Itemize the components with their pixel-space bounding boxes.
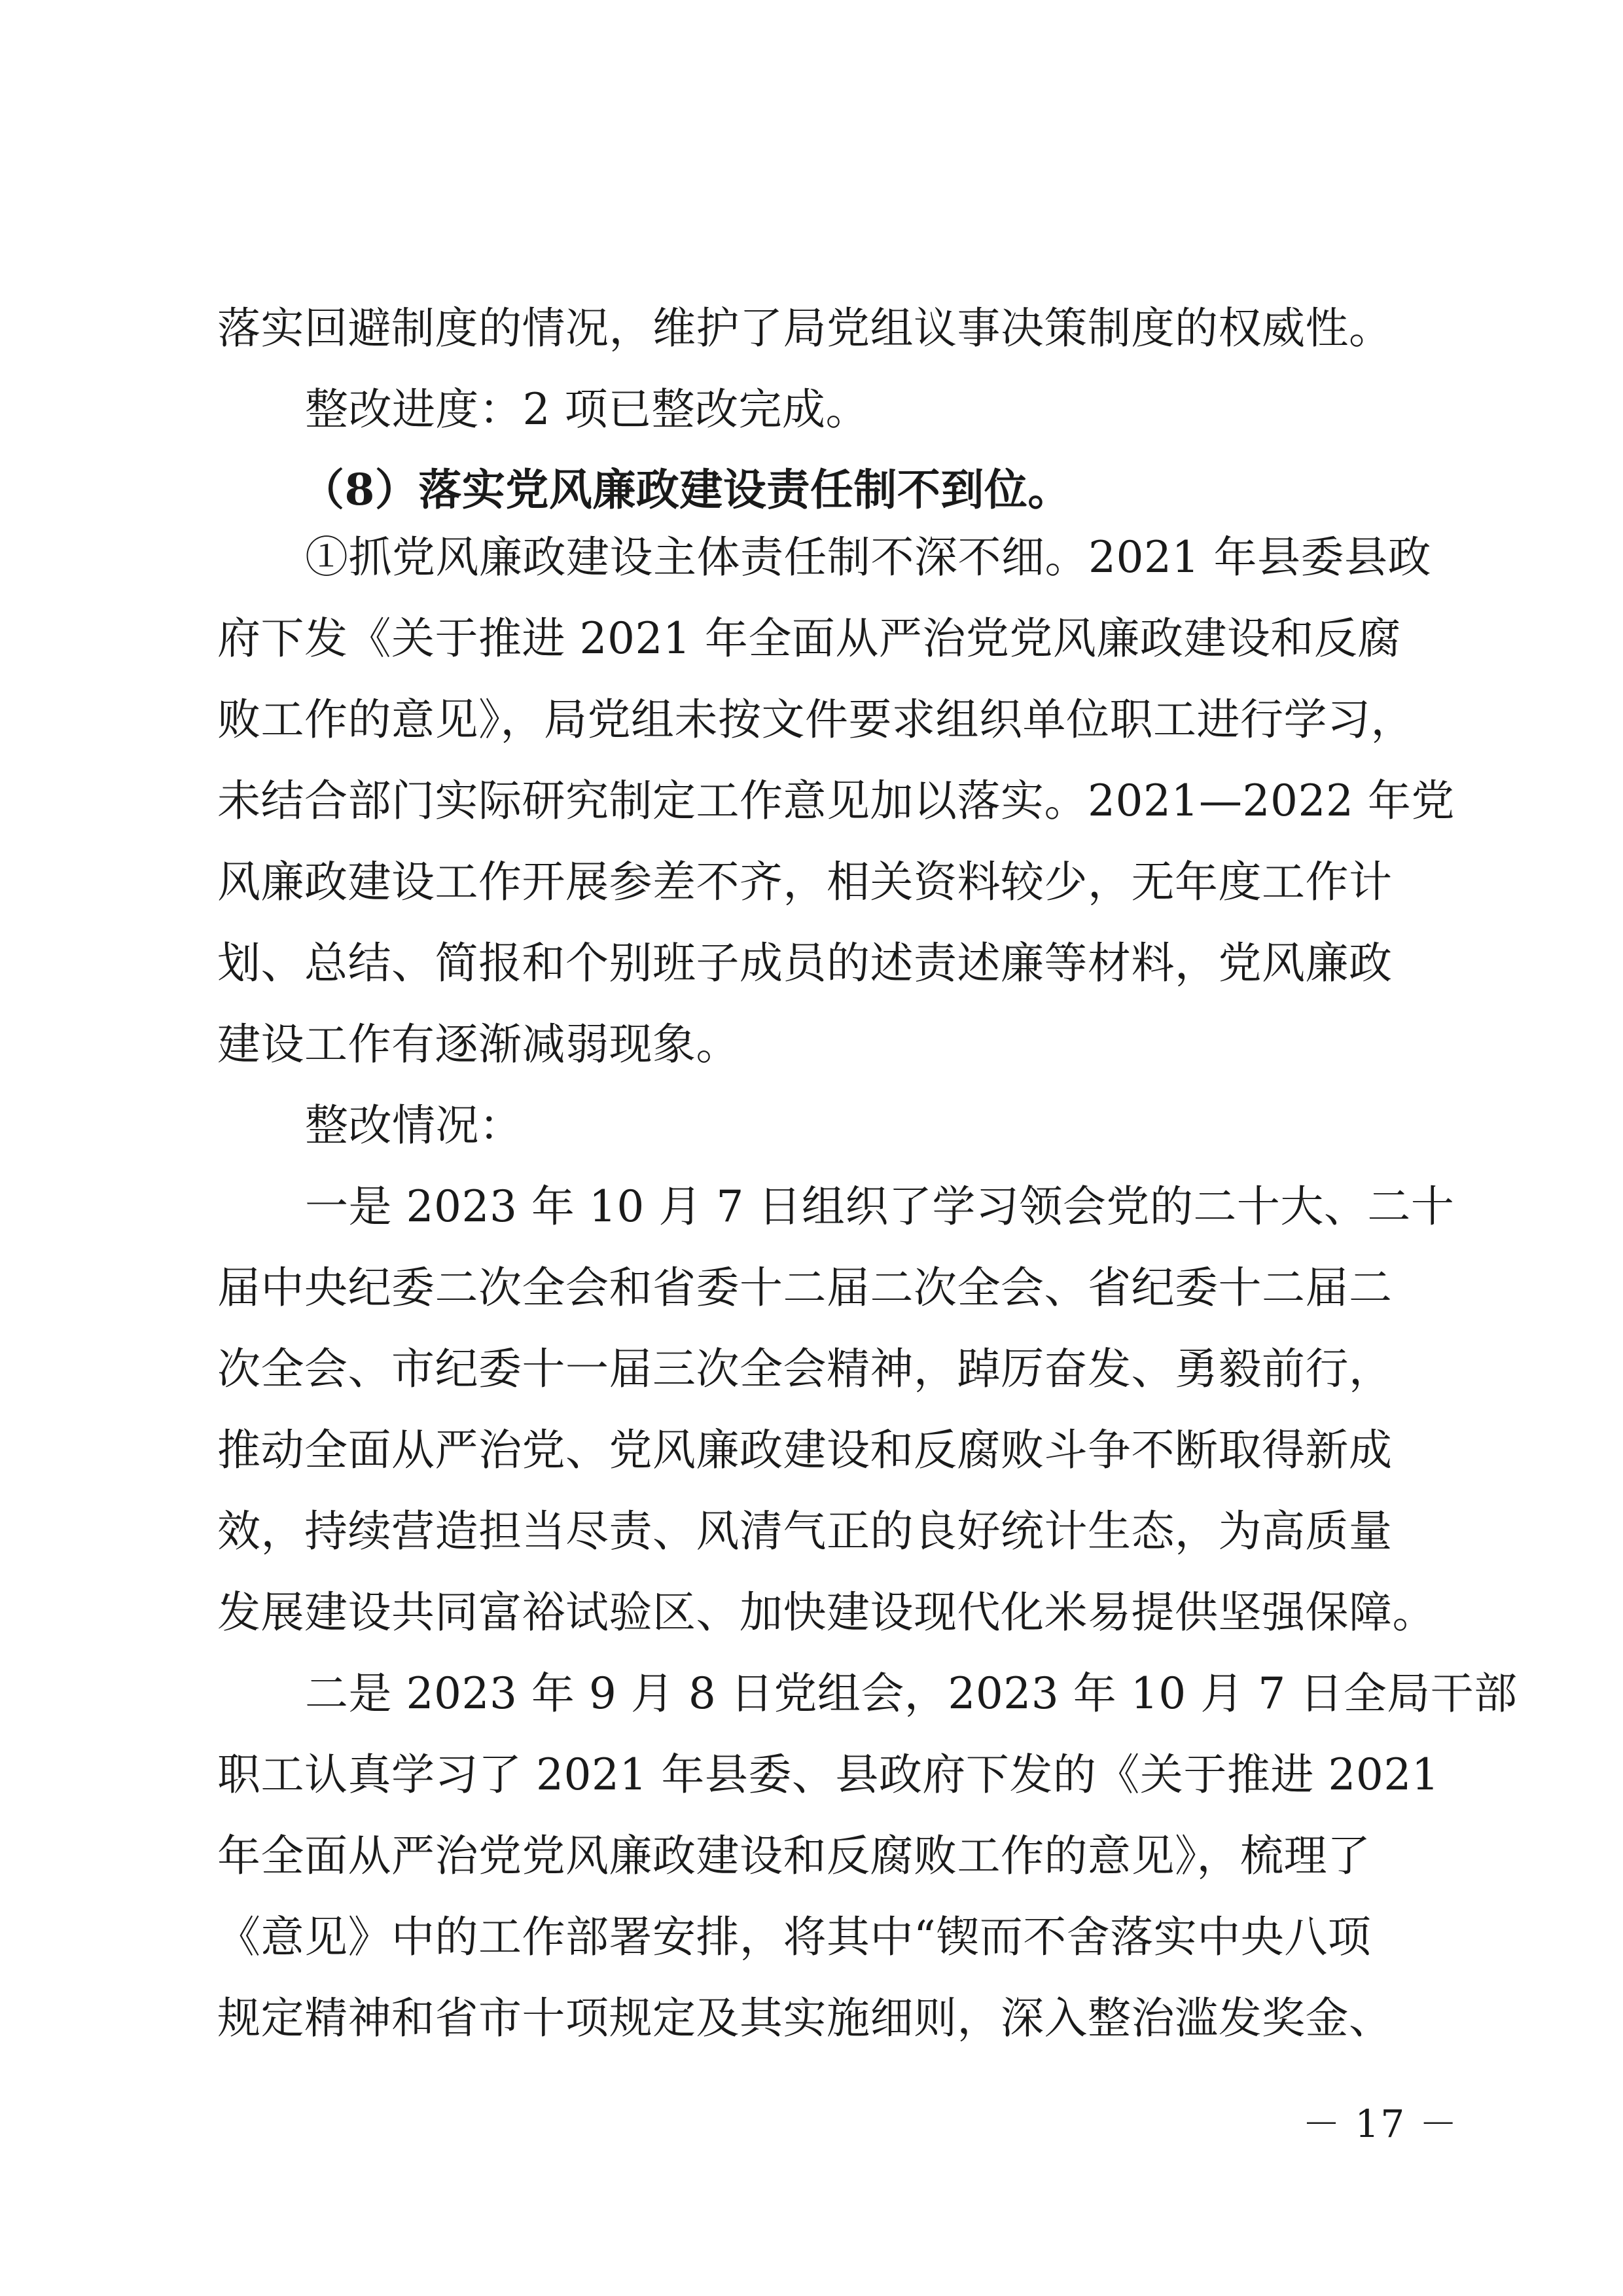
paragraph-line: 一是 2023 年 10 月 7 日组织了学习领会党的二十大、二十 [305, 1181, 1455, 1232]
paragraph-line: 规定精神和省市十项规定及其实施细则，深入整治滥发奖金、 [217, 1993, 1393, 2043]
paragraph-line: 败工作的意见》，局党组未按文件要求组织单位职工进行学习， [217, 694, 1414, 745]
paragraph-line: 二是 2023 年 9 月 8 日党组会，2023 年 10 月 7 日全局干部 [305, 1668, 1518, 1719]
paragraph-line: 职工认真学习了 2021 年县委、县政府下发的《关于推进 2021 [217, 1749, 1440, 1800]
page-number: － 17 － [1302, 2102, 1459, 2146]
paragraph-line: 《意见》中的工作部署安排，将其中“锲而不舍落实中央八项 [217, 1912, 1372, 1962]
paragraph-line: 效，持续营造担当尽责、风清气正的良好统计生态，为高质量 [217, 1506, 1393, 1556]
paragraph-line: 划、总结、简报和个别班子成员的述责述廉等材料，党风廉政 [217, 938, 1393, 988]
paragraph-line: 建设工作有逐渐减弱现象。 [217, 1019, 740, 1069]
paragraph-line: 届中央纪委二次全会和省委十二届二次全会、省纪委十二届二 [217, 1263, 1393, 1313]
paragraph-line: 整改情况： [305, 1100, 523, 1151]
paragraph-line: 次全会、市纪委十一届三次全会精神，踔厉奋发、勇毅前行， [217, 1344, 1393, 1394]
paragraph-line: ①抓党风廉政建设主体责任制不深不细。2021 年县委县政 [305, 532, 1431, 583]
paragraph-line: 推动全面从严治党、党风廉政建设和反腐败斗争不断取得新成 [217, 1425, 1393, 1475]
paragraph-line: 风廉政建设工作开展参差不齐，相关资料较少，无年度工作计 [217, 857, 1393, 907]
paragraph-line: 整改进度：2 项已整改完成。 [305, 384, 869, 435]
paragraph-line: 年全面从严治党党风廉政建设和反腐败工作的意见》，梳理了 [217, 1831, 1371, 1881]
paragraph-line: 落实回避制度的情况，维护了局党组议事决策制度的权威性。 [217, 303, 1393, 353]
paragraph-line: 发展建设共同富裕试验区、加快建设现代化米易提供坚强保障。 [217, 1587, 1436, 1638]
paragraph-line: 府下发《关于推进 2021 年全面从严治党党风廉政建设和反腐 [217, 613, 1401, 664]
section-heading: （8）落实党风廉政建设责任制不到位。 [301, 464, 1071, 515]
paragraph-line: 未结合部门实际研究制定工作意见加以落实。2021—2022 年党 [217, 776, 1455, 826]
